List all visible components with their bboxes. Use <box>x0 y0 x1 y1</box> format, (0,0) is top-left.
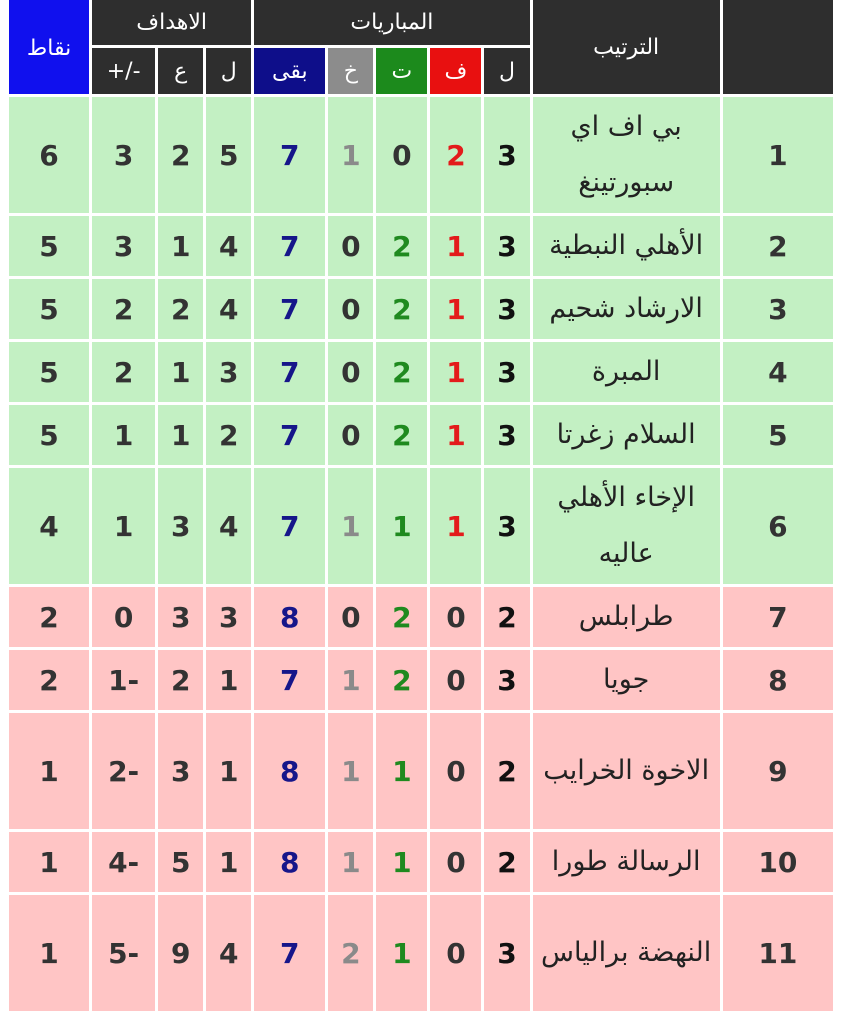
points-cell: 2 <box>9 587 89 647</box>
goals-for-cell: 1 <box>206 713 251 829</box>
draws-cell: 1 <box>328 832 373 892</box>
draws-cell: 1 <box>328 713 373 829</box>
table-row[interactable] <box>9 342 833 402</box>
rank-cell: 7 <box>723 587 833 647</box>
goals-against-cell: 1 <box>158 405 203 465</box>
header-remaining[interactable]: بقى <box>254 48 325 94</box>
goals-against-cell: 2 <box>158 279 203 339</box>
goals-for-cell: 2 <box>206 405 251 465</box>
losses-cell: 2 <box>376 216 427 276</box>
losses-cell: 0 <box>376 97 427 213</box>
goal-diff-cell: 2 <box>92 342 155 402</box>
played-cell: 3 <box>484 279 529 339</box>
played-cell: 3 <box>484 97 529 213</box>
played-cell: 3 <box>484 405 529 465</box>
goal-diff-cell: 3 <box>92 97 155 213</box>
played-cell: 2 <box>484 832 529 892</box>
team-name-cell[interactable]: بي اف اي سبورتينغ <box>533 97 720 213</box>
header-position-blank <box>723 0 833 94</box>
losses-cell: 1 <box>376 713 427 829</box>
goal-diff-cell: -5 <box>92 895 155 1011</box>
wins-cell: 1 <box>430 216 481 276</box>
table-row[interactable] <box>9 468 833 584</box>
remaining-cell: 8 <box>254 713 325 829</box>
table-row[interactable] <box>9 713 833 829</box>
goals-against-cell: 2 <box>158 650 203 710</box>
team-name-cell[interactable]: الإخاء الأهلي عاليه <box>533 468 720 584</box>
header-matches-group[interactable]: المباريات <box>254 0 529 45</box>
remaining-cell: 8 <box>254 832 325 892</box>
team-name-cell[interactable]: جويا <box>533 650 720 710</box>
goals-against-cell: 9 <box>158 895 203 1011</box>
losses-cell: 2 <box>376 587 427 647</box>
header-wins[interactable]: ف <box>430 48 481 94</box>
wins-cell: 1 <box>430 405 481 465</box>
played-cell: 3 <box>484 468 529 584</box>
wins-cell: 0 <box>430 895 481 1011</box>
points-cell: 5 <box>9 405 89 465</box>
played-cell: 3 <box>484 650 529 710</box>
goals-against-cell: 3 <box>158 587 203 647</box>
goals-for-cell: 3 <box>206 342 251 402</box>
rank-cell: 11 <box>723 895 833 1011</box>
team-name-cell[interactable]: الرسالة طورا <box>533 832 720 892</box>
losses-cell: 1 <box>376 832 427 892</box>
rank-cell: 9 <box>723 713 833 829</box>
remaining-cell: 7 <box>254 216 325 276</box>
remaining-cell: 7 <box>254 405 325 465</box>
losses-cell: 1 <box>376 468 427 584</box>
goals-for-cell: 4 <box>206 216 251 276</box>
goals-against-cell: 5 <box>158 832 203 892</box>
rank-cell: 10 <box>723 832 833 892</box>
goals-against-cell: 3 <box>158 713 203 829</box>
draws-cell: 0 <box>328 405 373 465</box>
wins-cell: 0 <box>430 713 481 829</box>
header-points[interactable]: نقاط <box>9 0 89 94</box>
rank-cell: 6 <box>723 468 833 584</box>
goals-for-cell: 5 <box>206 97 251 213</box>
points-cell: 6 <box>9 97 89 213</box>
wins-cell: 2 <box>430 97 481 213</box>
header-goals-for[interactable]: ل <box>206 48 251 94</box>
goals-against-cell: 1 <box>158 342 203 402</box>
losses-cell: 2 <box>376 405 427 465</box>
draws-cell: 1 <box>328 468 373 584</box>
points-cell: 4 <box>9 468 89 584</box>
remaining-cell: 7 <box>254 97 325 213</box>
played-cell: 2 <box>484 587 529 647</box>
remaining-cell: 7 <box>254 650 325 710</box>
goals-against-cell: 2 <box>158 97 203 213</box>
rank-cell: 2 <box>723 216 833 276</box>
losses-cell: 2 <box>376 279 427 339</box>
goal-diff-cell: -1 <box>92 650 155 710</box>
goals-for-cell: 1 <box>206 650 251 710</box>
team-name-cell[interactable]: الأهلي النبطية <box>533 216 720 276</box>
goal-diff-cell: -2 <box>92 713 155 829</box>
header-goals-against[interactable]: ع <box>158 48 203 94</box>
points-cell: 5 <box>9 279 89 339</box>
draws-cell: 1 <box>328 650 373 710</box>
goal-diff-cell: 3 <box>92 216 155 276</box>
goals-for-cell: 4 <box>206 279 251 339</box>
losses-cell: 2 <box>376 342 427 402</box>
table-row[interactable] <box>9 405 833 465</box>
points-cell: 1 <box>9 713 89 829</box>
draws-cell: 1 <box>328 97 373 213</box>
points-cell: 2 <box>9 650 89 710</box>
wins-cell: 1 <box>430 468 481 584</box>
rank-cell: 4 <box>723 342 833 402</box>
team-name-cell[interactable]: الارشاد شحيم <box>533 279 720 339</box>
table-row[interactable] <box>9 832 833 892</box>
wins-cell: 1 <box>430 279 481 339</box>
wins-cell: 0 <box>430 587 481 647</box>
table-row[interactable] <box>9 650 833 710</box>
wins-cell: 0 <box>430 650 481 710</box>
header-played[interactable]: ل <box>484 48 529 94</box>
draws-cell: 0 <box>328 342 373 402</box>
standings-container <box>6 0 836 1024</box>
played-cell: 3 <box>484 216 529 276</box>
points-cell: 1 <box>9 895 89 1011</box>
played-cell: 3 <box>484 342 529 402</box>
team-name-cell[interactable]: النهضة برالياس <box>533 895 720 1011</box>
goal-diff-cell: -4 <box>92 832 155 892</box>
goal-diff-cell: 1 <box>92 405 155 465</box>
points-cell: 1 <box>9 832 89 892</box>
remaining-cell: 7 <box>254 279 325 339</box>
header-goals-group[interactable]: الاهداف <box>92 0 251 45</box>
team-name-cell[interactable]: طرابلس <box>533 587 720 647</box>
team-name-cell[interactable]: الاخوة الخرايب <box>533 713 720 829</box>
table-row[interactable] <box>9 97 833 213</box>
table-row[interactable] <box>9 587 833 647</box>
table-row[interactable] <box>9 216 833 276</box>
header-draws[interactable]: خ <box>328 48 373 94</box>
played-cell: 2 <box>484 713 529 829</box>
team-name-cell[interactable]: السلام زغرتا <box>533 405 720 465</box>
remaining-cell: 7 <box>254 468 325 584</box>
goals-for-cell: 1 <box>206 832 251 892</box>
rank-cell: 8 <box>723 650 833 710</box>
draws-cell: 0 <box>328 587 373 647</box>
goals-against-cell: 1 <box>158 216 203 276</box>
table-row[interactable] <box>9 895 833 1011</box>
draws-cell: 2 <box>328 895 373 1011</box>
rank-cell: 5 <box>723 405 833 465</box>
draws-cell: 0 <box>328 216 373 276</box>
goals-against-cell: 3 <box>158 468 203 584</box>
header-goal-diff[interactable]: +/- <box>92 48 155 94</box>
team-name-cell[interactable]: المبرة <box>533 342 720 402</box>
wins-cell: 0 <box>430 832 481 892</box>
header-ranking[interactable]: الترتيب <box>533 0 720 94</box>
goals-for-cell: 3 <box>206 587 251 647</box>
table-row[interactable] <box>9 279 833 339</box>
losses-cell: 2 <box>376 650 427 710</box>
standings-table <box>6 0 836 1014</box>
wins-cell: 1 <box>430 342 481 402</box>
points-cell: 5 <box>9 342 89 402</box>
remaining-cell: 7 <box>254 895 325 1011</box>
goal-diff-cell: 2 <box>92 279 155 339</box>
rank-cell: 1 <box>723 97 833 213</box>
header-losses[interactable]: ت <box>376 48 427 94</box>
goals-for-cell: 4 <box>206 895 251 1011</box>
goal-diff-cell: 1 <box>92 468 155 584</box>
played-cell: 3 <box>484 895 529 1011</box>
losses-cell: 1 <box>376 895 427 1011</box>
points-cell: 5 <box>9 216 89 276</box>
remaining-cell: 7 <box>254 342 325 402</box>
rank-cell: 3 <box>723 279 833 339</box>
remaining-cell: 8 <box>254 587 325 647</box>
draws-cell: 0 <box>328 279 373 339</box>
goal-diff-cell: 0 <box>92 587 155 647</box>
goals-for-cell: 4 <box>206 468 251 584</box>
